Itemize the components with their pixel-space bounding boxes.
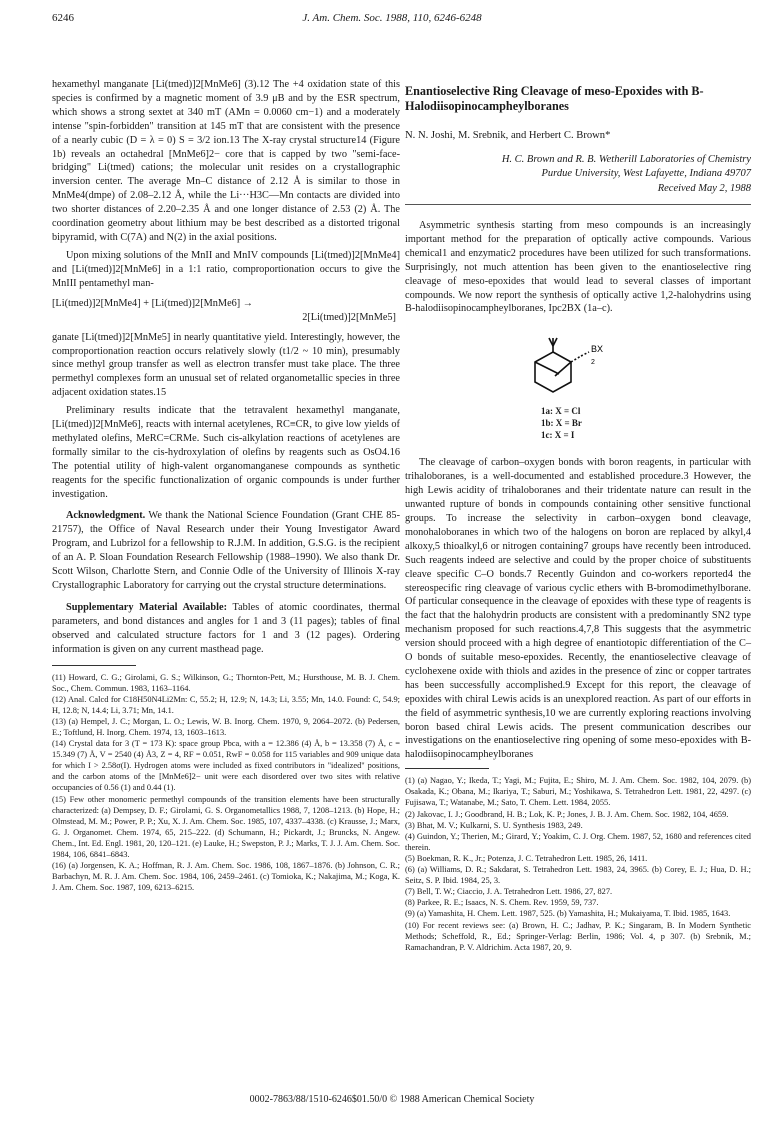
footnote-divider: [405, 768, 489, 769]
footnote: (2) Jakovac, I. J.; Goodbrand, H. B.; Lok, K. P.; Jones, J. B. J. Am. Chem. Soc. 1982, 104, 4659.: [405, 809, 729, 819]
section-divider: [405, 204, 751, 205]
footnote: (15) Few other monomeric permethyl compounds of the transition elements have been structurally characterized: (a) Dempsey, D. F.; Girolami, G. S. Organometallics 1988, 7, 1208–1213. (b) Hope, H.; Olmstead, M. M.; Power, P. P.; Xu, X. J. Am. Chem. Soc. 1985, 107, 4337–4338. (c) Krausse, J.; Marx, G. J. Organomet. Chem. 1974, 65, 215–222. (d) Schumann, H.; Pickardt, J.; Bruncks, N. Angew. Chem., Int. Ed. Engl. 1981, 20, 120–121. (e) Lauke, H.; Swepston, P. J.; Marks, T. J. J. Am. Chem. Soc. 1984, 106, 6841–6843.: [52, 794, 400, 860]
footnote: (14) Crystal data for 3 (T = 173 K): space group Pbca, with a = 12.386 (4) Å, b = 13.358 (7) Å, c = 15.349 (7) Å, V = 2540 (4) Å3, Z = 4, RF = 0.051, RwF = 0.058 for 115 variables and 909 unique data for which I > 2.58σ(I). Hydrogen atoms were included as fixed contributors in "idealized" positions, and the carbon atoms of the [MnMe6]2− unit were each disordered over two sites with relative occupancies of 0.56 (1) and 0.44 (1).: [52, 739, 400, 793]
paragraph: The cleavage of carbon–oxygen bonds with boron reagents, in particular with trihaloboranes, is a well-documented and established procedure.3 However, the high Lewis acidity of trihaloboranes and their tridentate nature can result in the unwanted rupture of bonds in compounds containing other sensitive functional groups. To increase the selectivity in carbon–oxygen bond cleavage, monohaloboranes in which two of the halogens on boron are replaced by alkyl,4 alkoxy,5 thioalkyl,6 or nitrogen containing7 groups have recently been introduced. Such reagents indeed are selective and could by the proper choice of substituents cleave specific C–O bonds.7 Recently Guindon and co-workers reported4 the stereospecific ring cleavage of various cyclic ethers with B-bromodimethylborane. Of particular consequence in the cleavage of epoxides with these type of reagents is the fact that the halohydrin products are consistent with a predominantly SN2 type mechanism proposed for such reactions.4,7,8 This suggests that the asymmetric version should proceed with a high degree of enantiotopic differentiation of the C–O bonds of suitable meso-epoxides. Recently, the enantioselective cleavage of cyclohexene oxide with thiols and azides in the presence of zinc or copper tartrates has been successfully accomplished.9 Except for this report, the cleavage of epoxides with chiral Lewis acids is an unexplored reaction. As part of our efforts in the field of asymmetric synthesis,10 we are currently exploring reactions involving boron based chiral Lewis acids. The present communication describes our investigations on the enantioselective ring opening of some meso-epoxides with B-halodiisopinocampheylboranes: [405, 457, 751, 761]
paragraph: Upon mixing solutions of the MnII and MnIV compounds [Li(tmed)]2[MnMe4] and [Li(tmed)]2[MnMe6] in a 1:1 ratio, comproportionation occurs to give the MnIII pentamethyl man-: [52, 249, 400, 289]
chemical-structure: [405, 322, 751, 448]
reaction-equation: [52, 297, 400, 325]
compound-label: 1a: X = Cl: [541, 406, 581, 417]
footnote: (12) Anal. Calcd for C18H50N4Li2Mn: C, 55.2; H, 12.9; N, 14.3; Li, 3.55; Mn, 14.0. Found: C, 54.9; H, 12.8; N, 14.4; Li, 3.71; Mn, 14.1.: [52, 694, 400, 715]
affiliation-line: Purdue University, West Lafayette, Indiana 49707: [541, 168, 751, 179]
acknowledgment-heading: Acknowledgment.: [66, 510, 146, 522]
left-column: [52, 78, 400, 893]
supplementary-heading: Supplementary Material Available:: [66, 601, 228, 613]
supplementary-text: Tables of atomic coordinates, thermal parameters, and bond distances and angles for 1 and 3 (11 pages); tables of final observed and calculated structure factors for 1 and 3 (12 pages). Ordering information is given on any current masthead page.: [52, 601, 400, 655]
pinane-structure-drawing: [405, 322, 751, 402]
right-footnotes: [405, 775, 751, 953]
compound-label: 1b: X = Br: [541, 418, 582, 429]
footnote: (9) (a) Yamashita, H. Chem. Lett. 1987, 525. (b) Yamashita, H.; Mukaiyama, T. Ibid. 1985, 1643.: [405, 909, 731, 919]
structure-bx-label: BX: [591, 344, 604, 355]
footnote-divider: [52, 665, 136, 666]
footnote: (1) (a) Nagao, Y.; Ikeda, T.; Yagi, M.; Fujita, E.; Shiro, M. J. Am. Chem. Soc. 1982, 104, 2079. (b) Osakada, K.; Obana, M.; Ikariya, T.; Saburi, M.; Yoshikawa, S. Tetrahedron Lett. 1981, 22, 4297. (c) Fujisawa, T.; Watanabe, M.; Sato, T. Chem. Lett. 1984, 2055.: [405, 776, 751, 808]
received-date: Received May 2, 1988: [657, 183, 751, 194]
footnote: (13) (a) Hempel, J. C.; Morgan, L. O.; Lewis, W. B. Inorg. Chem. 1970, 9, 2064–2072. (b) Pedersen, E.; Toftlund, H. Inorg. Chem. 1974, 13, 1603–1613.: [52, 716, 400, 737]
footnote: (4) Guindon, Y.; Therien, M.; Girard, Y.; Yoakim, C. J. Org. Chem. 1987, 52, 1680 and references cited therein.: [405, 831, 751, 852]
left-footnotes: [52, 672, 400, 894]
authors: N. N. Joshi, M. Srebnik, and Herbert C. Brown*: [405, 130, 611, 141]
page-number: 6246: [52, 12, 74, 24]
footnote: (8) Parkee, R. E.; Isaacs, N. S. Chem. Rev. 1959, 59, 737.: [405, 898, 599, 908]
footnote: (11) Howard, C. G.; Girolami, G. S.; Wilkinson, G.; Thornton-Pett, M.; Hursthouse, M. B. J. Chem. Soc., Chem. Commun. 1983, 1163–1164.: [52, 672, 400, 693]
journal-header: J. Am. Chem. Soc. 1988, 110, 6246-6248: [302, 12, 482, 24]
paragraph: Asymmetric synthesis starting from meso compounds is an increasingly important method for the preparation of optically active compounds. Various chemical1 and enzymatic2 procedures have been utilized for such transformations. Surprisingly, not much attention has been given to the enantioselective ring cleavage of meso-epoxides that would lead to several classes of important compounds. We now report the synthesis of optically active 1,2-halohydrins using B-halodiisopinocampheylboranes, Ipc2BX (1a–c).: [405, 220, 751, 315]
footnote: (7) Bell, T. W.; Ciaccio, J. A. Tetrahedron Lett. 1986, 27, 827.: [405, 887, 613, 897]
article-title: Enantioselective Ring Cleavage of meso-Epoxides with B-Halodiisopinocampheylboranes: [405, 84, 704, 113]
compound-label: 1c: X = I: [541, 430, 575, 441]
paragraph: ganate [Li(tmed)]2[MnMe5] in nearly quantitative yield. Interestingly, however, the comproportionation reaction occurs relatively slowly (t1/2 ~ 10 min), presumably since methyl group transfer as well as electron transfer must take place. The three permethyl complexes form an unusual set of related organometallic species in three adjacent oxidation states.15: [52, 331, 400, 399]
footnote: (16) (a) Jorgensen, K. A.; Hoffman, R. J. Am. Chem. Soc. 1986, 108, 1867–1876. (b) Johnson, C. R.; Barbachyn, M. R. J. Am. Chem. Soc. 1984, 106, 2459–2461. (c) Tomioka, K.; Nakajima, M.; Koga, K. J. Am. Chem. Soc. 1987, 109, 6213–6215.: [52, 861, 400, 893]
footnote: (6) (a) Williams, D. R.; Sakdarat, S. Tetrahedron Lett. 1983, 24, 3965. (b) Corey, E. J.; Hua, D. H.; Seitz, S. P. Ibid. 1984, 25, 3.: [405, 865, 751, 886]
supplementary-material: [52, 601, 400, 657]
paragraph: Preliminary results indicate that the tetravalent hexamethyl manganate, [Li(tmed)]2[MnMe6], reacts with internal acetylenes, RC≡CR, to give low yields of methylated olefins, MeRC=CRMe. Such cis-alkylation reactions of acetylenes are formally similar to the cis-hydroxylation of olefins by reagents such as OsO4.16 The potential utility of high-valent organomanganese compounds as synthetic reagents for the specific functionalization of organic compounds is under further investigation.: [52, 405, 400, 500]
structure-subscript: 2: [591, 359, 595, 367]
affiliation-line: H. C. Brown and R. B. Wetherill Laboratories of Chemistry: [501, 154, 751, 165]
footnote: (10) For recent reviews see: (a) Brown, H. C.; Jadhav, P. K.; Singaram, B. In Modern Synthetic Methods; Scheffold, R., Ed.; Springer-Verlag: Berlin, 1986; Vol. 4, p 307. (b) Srebnik, M.; Ramachandran, P. V. Aldrichim. Acta 1987, 20, 9.: [405, 920, 751, 952]
equation-line: 2[Li(tmed)]2[MnMe5]: [302, 311, 396, 323]
right-column: [405, 84, 751, 953]
acknowledgment: [52, 509, 400, 592]
acknowledgment-text: We thank the National Science Foundation (Grant CHE 85-21757), the Office of Naval Research under their Young Investigator Award Program, and Lubrizol for a fellowship to R.J.M. In addition, G.S.G. is the recipient of an A. P. Sloan Foundation Research Fellowship (1988–1990). We also thank Dr. Scott Wilson, Charlotte Stern, and Connie Odle of the University of Illinois X-ray Crystallographic Laboratory for carrying out the crystal structure determinations.: [52, 510, 400, 591]
equation-line: [Li(tmed)]2[MnMe4] + [Li(tmed)]2[MnMe6] →: [52, 297, 254, 309]
footnote: (3) Bhat, M. V.; Kulkarni, S. U. Synthesis 1983, 249.: [405, 820, 583, 830]
footnote: (5) Boekman, R. K., Jr.; Potenza, J. C. Tetrahedron Lett. 1985, 26, 1411.: [405, 853, 648, 863]
paragraph: hexamethyl manganate [Li(tmed)]2[MnMe6] (3).12 The +4 oxidation state of this species is confirmed by a magnetic moment of 3.9 μB and by the ESR spectrum, which shows a strong sextet at 340 mT (AMn = 0.0060 cm−1) and a moderately intense "spin-forbidden" transition at 145 mT that are consistent with the presence of a nearly cubic (D = λ = 0) S = 3/2 ion.13 The X-ray crystal structure14 (Figure 1b) reveals an octahedral [MnMe6]2− core that is capped by two "semi-face-bridging" Li(tmed) cations; the molecular unit resides on a crystallographic inversion center. The average Mn–C distance of 2.12 Å is similar to those in MnMe4(dmpe) of 2.08–2.12 Å, while the Li···H3C—Mn contacts are divided into two shorter distances of 2.20–2.35 Å and one longer distance of 2.53 (2) Å. The coordination geometry about lithium may be best described as a distorted trigonal bipyramid, with C(7A) and N(2) in the axial positions.: [52, 79, 400, 243]
page-footer: 0002-7863/88/1510-6246$01.50/0 © 1988 American Chemical Society: [249, 1094, 535, 1105]
